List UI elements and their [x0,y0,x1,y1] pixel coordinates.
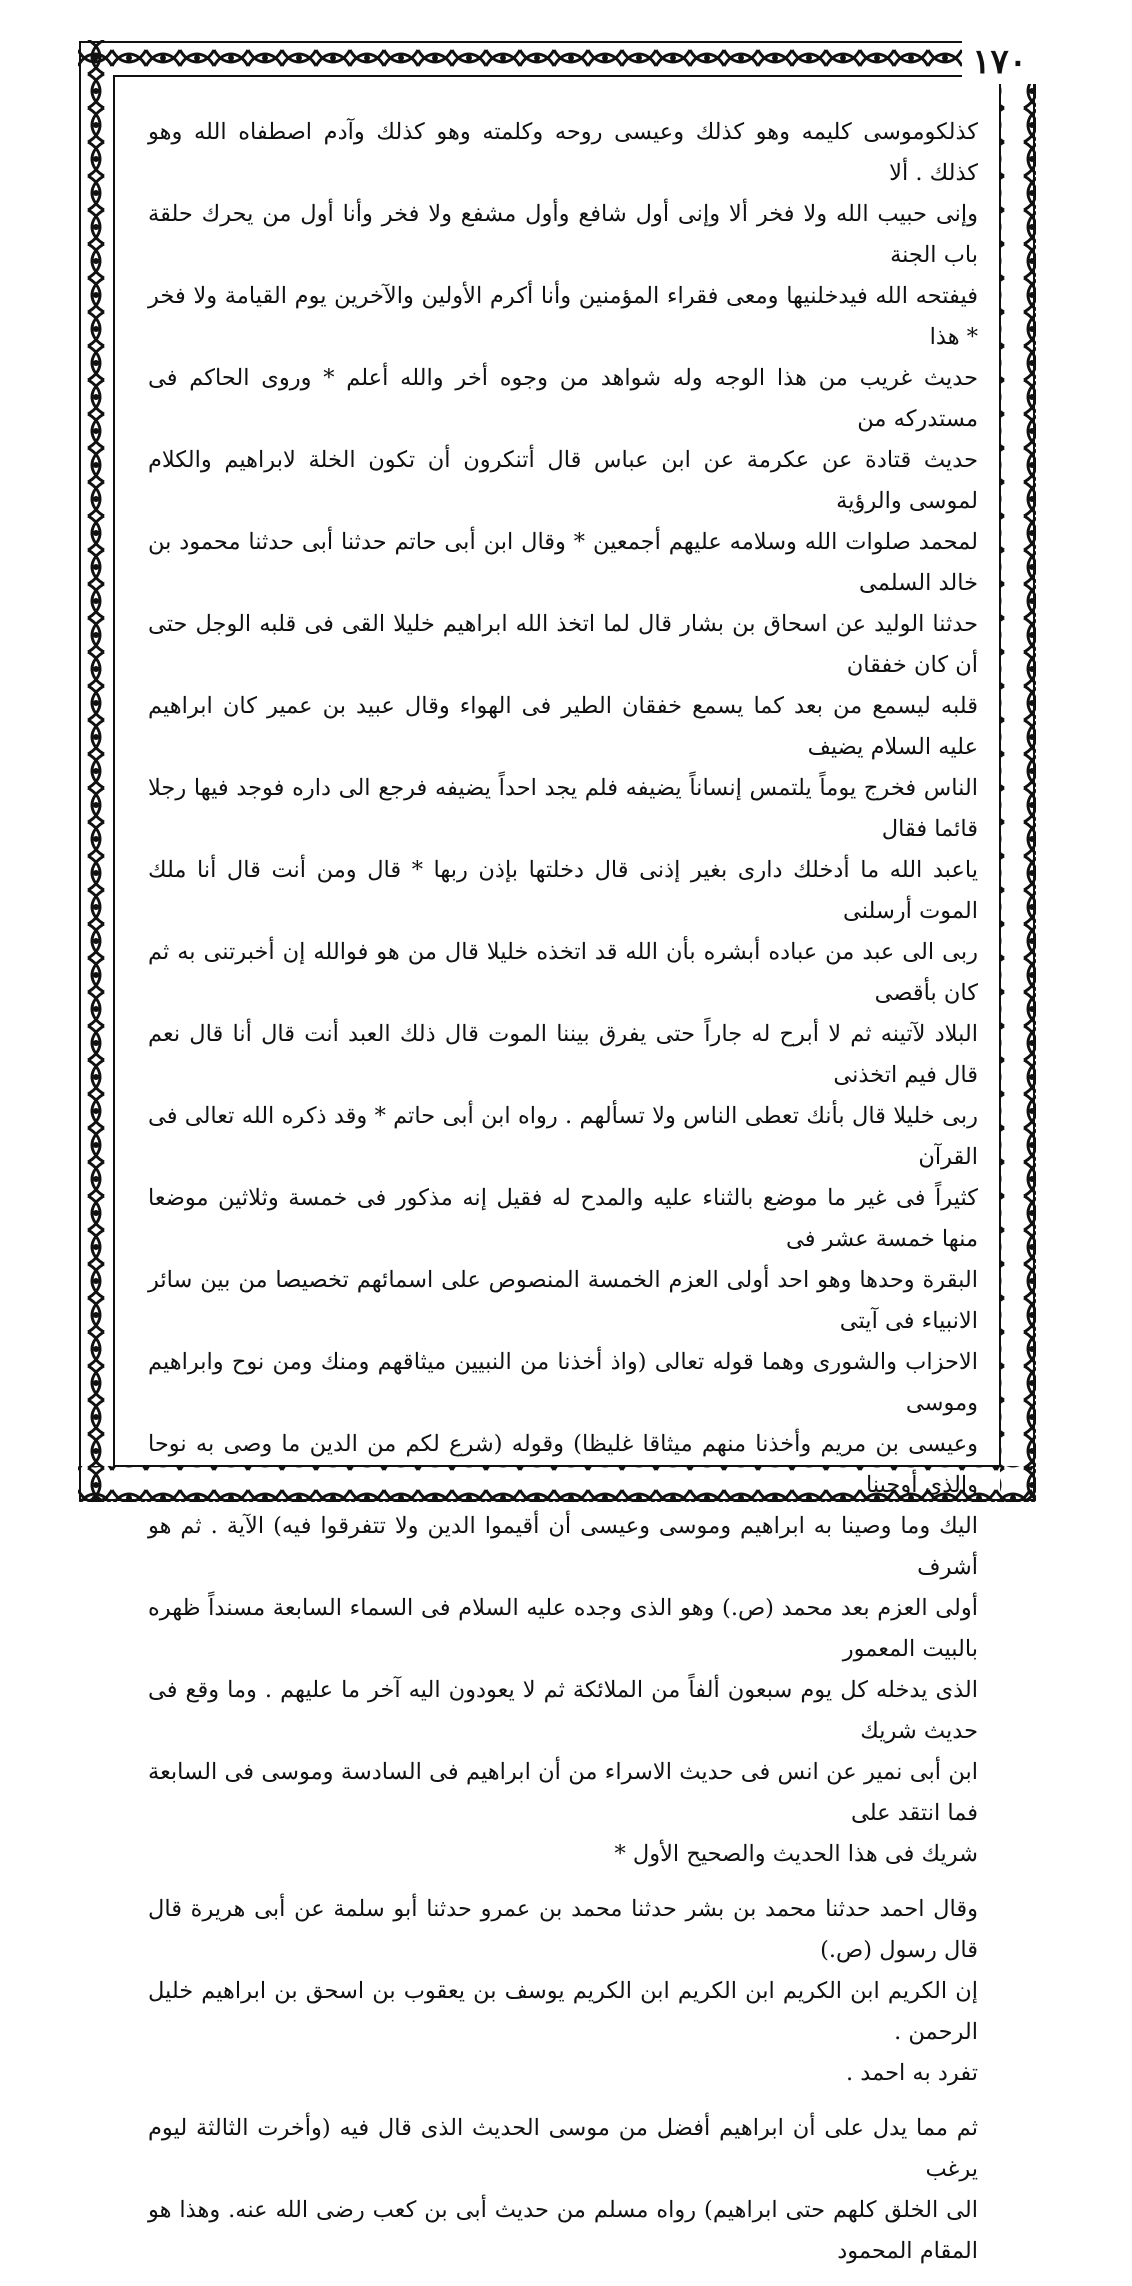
text-line: اليك وما وصينا به ابراهيم وموسى وعيسى أن أقيموا الدين ولا تتفرقوا فيه) الآية . ثم هو أشرف [148,1513,978,1580]
page-number: ١٧٠ [962,40,1037,84]
text-line: ربى الى عبد من عباده أبشره بأن الله قد اتخذه خليلا قال من هو فوالله إن أخبرتنى به ثم كان بأقصى [148,939,978,1006]
text-line: شريك فى هذا الحديث والصحيح الأول * [614,1841,978,1867]
text-line: كذلكوموسى كليمه وهو كذلك وعيسى روحه وكلمته وهو كذلك وآدم اصطفاه الله وهو كذلك . ألا [148,119,978,186]
text-line: الذى يدخله كل يوم سبعون ألفاً من الملائكة ثم لا يعودون اليه آخر ما عليهم . وما وقع فى حديث شريك [148,1677,978,1744]
text-line: البلاد لآتينه ثم لا أبرح له جاراً حتى يفرق بيننا الموت قال ذلك العبد أنت قال أنا قال نعم قال فيم اتخذنى [148,1021,978,1088]
paragraph [148,112,978,1875]
text-line: ابن أبى نمير عن انس فى حديث الاسراء من أن ابراهيم فى السادسة وموسى فى السابعة فما انتقد على [148,1759,978,1826]
text-line: ثم مما يدل على أن ابراهيم أفضل من موسى الحديث الذى قال فيه (وأخرت الثالثة ليوم يرغب [148,2115,978,2182]
text-line: البقرة وحدها وهو احد أولى العزم الخمسة المنصوص على اسمائهم تخصيصا من بين سائر الانبياء فى آيتى [148,1267,978,1334]
text-line: لمحمد صلوات الله وسلامه عليهم أجمعين * وقال ابن أبى حاتم حدثنا أبى حدثنا محمود بن خالد السلمى [148,529,978,596]
text-line: الاحزاب والشورى وهما قوله تعالى (واذ أخذنا من النبيين ميثاقهم ومنك ومن نوح وابراهيم وموسى [148,1349,978,1416]
text-line: الناس فخرج يوماً يلتمس إنساناً يضيفه فلم يجد احداً يضيفه فرجع الى داره فوجد فيها رجلا قائما فقال [148,775,978,842]
text-line: إن الكريم ابن الكريم ابن الكريم ابن الكريم يوسف بن يعقوب بن اسحق بن ابراهيم خليل الرحمن . [148,1978,978,2045]
text-line: وإنى حبيب الله ولا فخر ألا وإنى أول شافع وأول مشفع ولا فخر وأنا أول من يحرك حلقة باب الجنة [148,201,978,268]
text-line: حدثنا الوليد عن اسحاق بن بشار قال لما اتخذ الله ابراهيم خليلا القى فى قلبه الوجل حتى أن كان خفقان [148,611,978,678]
text-line: تفرد به احمد . [846,2060,978,2086]
text-line: كثيراً فى غير ما موضع بالثناء عليه والمدح له فقيل إنه مذكور فى خمسة وثلاثين موضعا منها خمسة عشر فى [148,1185,978,1252]
text-line: فيفتحه الله فيدخلنيها ومعى فقراء المؤمنين وأنا أكرم الأولين والآخرين يوم القيامة ولا فخر * هذا [148,283,978,350]
text-line: ياعبد الله ما أدخلك دارى بغير إذنى قال دخلتها بإذن ربها * قال ومن أنت قال أنا ملك الموت أرسلنى [148,857,978,924]
text-line: قلبه ليسمع من بعد كما يسمع خفقان الطير فى الهواء وقال عبيد بن عمير كان ابراهيم عليه السلام يضيف [148,693,978,760]
page-body [148,112,978,2286]
paragraph [148,2108,978,2272]
text-line: أولى العزم بعد محمد (ص.) وهو الذى وجده عليه السلام فى السماء السابعة مسنداً ظهره بالبيت المعمور [148,1595,978,1662]
text-line: وعيسى بن مريم وأخذنا منهم ميثاقا غليظا) وقوله (شرع لكم من الدين ما وصى به نوحا والذى أوحينا [148,1431,978,1498]
text-line: ربى خليلا قال بأنك تعطى الناس ولا تسألهم . رواه ابن أبى حاتم * وقد ذكره الله تعالى فى القرآن [148,1103,978,1170]
text-line: حديث غريب من هذا الوجه وله شواهد من وجوه أخر والله أعلم * وروى الحاكم فى مستدركه من [148,365,978,432]
text-line: حديث قتادة عن عكرمة عن ابن عباس قال أتنكرون أن تكون الخلة لابراهيم والكلام لموسى والرؤية [148,447,978,514]
text-line: الى الخلق كلهم حتى ابراهيم) رواه مسلم من حديث أبى بن كعب رضى الله عنه. وهذا هو المقام المحمود [148,2197,978,2264]
paragraph [148,1889,978,2094]
text-line: وقال احمد حدثنا محمد بن بشر حدثنا محمد بن عمرو حدثنا أبو سلمة عن أبى هريرة قال قال رسول (ص.) [148,1896,978,1963]
